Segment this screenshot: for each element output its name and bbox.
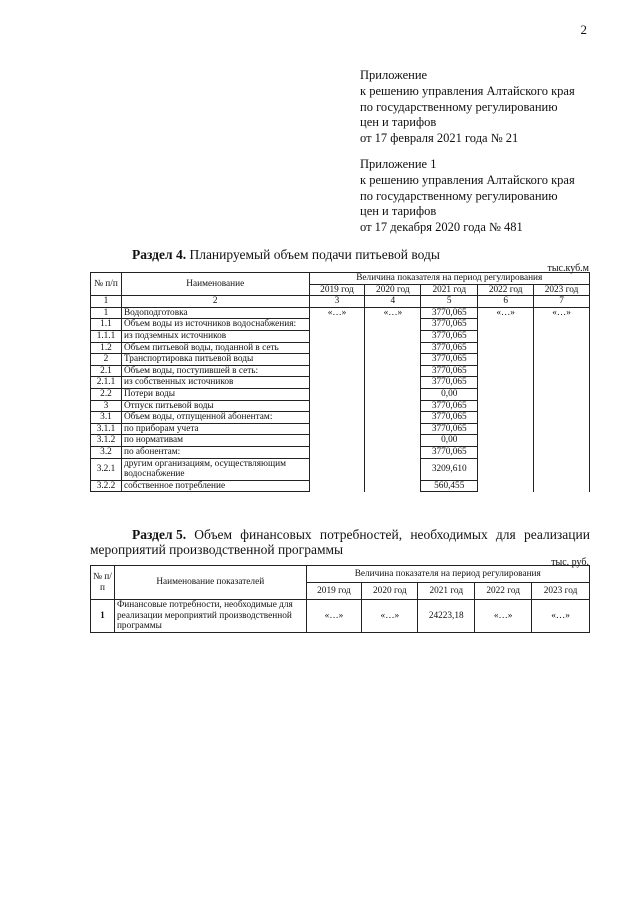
row-value-2019	[309, 412, 365, 424]
header-num: № п/ п	[91, 566, 115, 600]
row-value-2020	[365, 446, 421, 458]
table-row	[91, 423, 590, 435]
section4-title-bold: Раздел 4.	[132, 247, 187, 262]
header-year: 2022 год	[478, 284, 534, 296]
section5-title-word: реализации	[523, 527, 590, 542]
row-value-2020	[365, 330, 421, 342]
row-name: Объем воды, отпущенной абонентам:	[121, 412, 309, 424]
row-value-2022	[478, 354, 534, 366]
row-value-2022	[478, 342, 534, 354]
header-colnum: 6	[478, 296, 534, 308]
row-value-2021: 3770,065	[421, 423, 478, 435]
row-num: 1	[91, 600, 115, 633]
row-num: 2	[91, 354, 122, 366]
row-value-2019	[309, 458, 365, 480]
row-value-2022	[478, 400, 534, 412]
row-value-2021: 3209,610	[421, 458, 478, 480]
row-value-2020	[365, 423, 421, 435]
row-value-2021: 3770,065	[421, 365, 478, 377]
row-num: 3	[91, 400, 122, 412]
row-value: 24223,18	[418, 600, 475, 633]
table-row	[91, 342, 590, 354]
header-year: 2021 год	[421, 284, 478, 296]
row-value-2019	[309, 330, 365, 342]
row-name: Объем воды из источников водоснабжения:	[121, 319, 309, 331]
header-year: 2020 год	[365, 284, 421, 296]
section5-unit: тыс. руб.	[551, 557, 589, 568]
table-row	[91, 388, 590, 400]
row-value-2019	[309, 423, 365, 435]
row-value-2020	[365, 435, 421, 447]
row-name: по приборам учета	[121, 423, 309, 435]
header-num: № п/п	[91, 273, 122, 296]
row-num: 3.1.1	[91, 423, 122, 435]
row-value-2022	[478, 377, 534, 389]
row-value-2021: 3770,065	[421, 377, 478, 389]
row-num: 2.1.1	[91, 377, 122, 389]
header-colnum: 7	[534, 296, 590, 308]
section4-title	[132, 247, 440, 263]
appendix-line: Приложение 1	[360, 157, 437, 171]
row-value-2019	[309, 480, 365, 492]
row-value-2023	[534, 423, 590, 435]
appendix-line: по государственному регулированию	[360, 99, 558, 114]
row-name: по абонентам:	[121, 446, 309, 458]
row-value-2021: 3770,065	[421, 342, 478, 354]
row-value-2023	[534, 377, 590, 389]
section5-title-word: необходимых	[410, 527, 488, 542]
row-value-2022	[478, 480, 534, 492]
row-value-2020	[365, 458, 421, 480]
section5-table	[90, 565, 590, 633]
row-value-2023	[534, 400, 590, 412]
header-year: 2020 год	[362, 583, 418, 600]
row-name: из подземных источников	[121, 330, 309, 342]
row-value-2021: 3770,065	[421, 330, 478, 342]
row-value-2019	[309, 400, 365, 412]
header-year: 2023 год	[534, 284, 590, 296]
section5-title-word: потребностей,	[319, 527, 403, 542]
row-num: 1.2	[91, 342, 122, 354]
row-value-2021: 560,455	[421, 480, 478, 492]
row-name: Финансовые потребности, необходимые для реализации мероприятий производственной программы	[114, 600, 306, 633]
row-value-2020	[365, 388, 421, 400]
header-period: Величина показателя на период регулирования	[306, 566, 589, 583]
table-row	[91, 400, 590, 412]
row-value: «…»	[532, 600, 590, 633]
row-value-2019: «…»	[309, 307, 365, 319]
header-colnum: 5	[421, 296, 478, 308]
row-value-2019	[309, 388, 365, 400]
row-value-2019	[309, 446, 365, 458]
header-year: 2022 год	[475, 583, 532, 600]
row-value-2023	[534, 435, 590, 447]
row-num: 3.2	[91, 446, 122, 458]
table-row	[91, 354, 590, 366]
table-row	[91, 480, 590, 492]
header-year: 2019 год	[309, 284, 365, 296]
header-year: 2023 год	[532, 583, 590, 600]
table-row	[91, 319, 590, 331]
row-value-2020	[365, 412, 421, 424]
row-value-2021: 3770,065	[421, 319, 478, 331]
table-row	[91, 365, 590, 377]
row-value: «…»	[362, 600, 418, 633]
header-year: 2021 год	[418, 583, 475, 600]
section4-title-text: Планируемый объем подачи питьевой воды	[186, 247, 440, 262]
page-number: 2	[580, 22, 587, 37]
row-value-2019	[309, 365, 365, 377]
row-value-2021: 3770,065	[421, 354, 478, 366]
header-colnum: 2	[121, 296, 309, 308]
row-value-2023	[534, 319, 590, 331]
row-value-2023	[534, 330, 590, 342]
row-value-2023	[534, 458, 590, 480]
row-num: 1	[91, 307, 122, 319]
section4-unit: тыс.куб.м	[547, 263, 589, 274]
row-num: 1.1	[91, 319, 122, 331]
row-value-2022	[478, 423, 534, 435]
row-value-2020	[365, 377, 421, 389]
appendix-header-1	[360, 68, 575, 147]
section5-title-line2: мероприятий производственной программы	[90, 542, 344, 557]
row-name: Транспортировка питьевой воды	[121, 354, 309, 366]
row-value: «…»	[475, 600, 532, 633]
row-value-2021: 3770,065	[421, 412, 478, 424]
section4-table	[90, 272, 590, 492]
table-row	[91, 377, 590, 389]
row-value-2022	[478, 458, 534, 480]
section5-title-bold: Раздел 5.	[132, 527, 187, 542]
row-num: 2.1	[91, 365, 122, 377]
row-value-2023	[534, 412, 590, 424]
appendix-line: к решению управления Алтайского края	[360, 172, 575, 187]
row-num: 3.2.1	[91, 458, 122, 480]
row-value-2021: 0,00	[421, 388, 478, 400]
row-name: Отпуск питьевой воды	[121, 400, 309, 412]
header-colnum: 4	[365, 296, 421, 308]
header-name: Наименование показателей	[114, 566, 306, 600]
row-value-2023	[534, 354, 590, 366]
section5-title-line1	[90, 527, 590, 542]
row-value-2021: 3770,065	[421, 400, 478, 412]
row-num: 3.1	[91, 412, 122, 424]
section5-title-word: финансовых	[240, 527, 312, 542]
row-num: 1.1.1	[91, 330, 122, 342]
row-value-2023	[534, 388, 590, 400]
table-row	[91, 435, 590, 447]
row-value-2022	[478, 435, 534, 447]
table-row	[91, 330, 590, 342]
appendix-line: цен и тарифов	[360, 204, 437, 219]
row-value-2023	[534, 365, 590, 377]
appendix-header-2	[360, 157, 575, 236]
appendix-line: Приложение	[360, 68, 428, 82]
header-year: 2019 год	[306, 583, 362, 600]
row-name: Объем воды, поступившей в сеть:	[121, 365, 309, 377]
header-colnum: 1	[91, 296, 122, 308]
section5-title-word: для	[495, 527, 516, 542]
row-value-2022	[478, 446, 534, 458]
appendix-line: от 17 февраля 2021 года № 21	[360, 131, 519, 146]
row-value-2020	[365, 319, 421, 331]
row-value-2022	[478, 365, 534, 377]
appendix-line: по государственному регулированию	[360, 188, 558, 203]
row-value-2020	[365, 480, 421, 492]
row-value-2020	[365, 365, 421, 377]
row-name: Объем питьевой воды, поданной в сеть	[121, 342, 309, 354]
table-row	[91, 307, 590, 319]
row-value-2019	[309, 319, 365, 331]
row-value-2023	[534, 480, 590, 492]
appendix-line: от 17 декабря 2020 года № 481	[360, 220, 523, 235]
row-value-2022	[478, 412, 534, 424]
row-value-2020	[365, 400, 421, 412]
row-name: Потери воды	[121, 388, 309, 400]
header-name: Наименование	[121, 273, 309, 296]
row-value-2022	[478, 319, 534, 331]
row-value-2020	[365, 354, 421, 366]
row-value-2022	[478, 388, 534, 400]
section5-title-word: Объем	[194, 527, 233, 542]
row-name: из собственных источников	[121, 377, 309, 389]
table-row	[91, 600, 590, 633]
header-colnum: 3	[309, 296, 365, 308]
row-num: 3.2.2	[91, 480, 122, 492]
row-name: по нормативам	[121, 435, 309, 447]
appendix-line: цен и тарифов	[360, 115, 437, 130]
table-row	[91, 458, 590, 480]
row-value-2019	[309, 435, 365, 447]
row-value-2021: 3770,065	[421, 446, 478, 458]
row-value-2022	[478, 330, 534, 342]
row-value-2020: «…»	[365, 307, 421, 319]
row-value-2023	[534, 446, 590, 458]
row-value-2023	[534, 342, 590, 354]
row-num: 3.1.2	[91, 435, 122, 447]
header-period: Величина показателя на период регулирования	[309, 273, 589, 285]
row-num: 2.2	[91, 388, 122, 400]
row-value-2019	[309, 342, 365, 354]
row-value-2023: «…»	[534, 307, 590, 319]
row-value-2019	[309, 354, 365, 366]
row-value: «…»	[306, 600, 362, 633]
row-name: другим организациям, осуществляющим водоснабжение	[121, 458, 309, 480]
row-value-2019	[309, 377, 365, 389]
row-name: собственное потребление	[121, 480, 309, 492]
table-row	[91, 446, 590, 458]
row-value-2021: 3770,065	[421, 307, 478, 319]
section4-table-body	[91, 307, 590, 492]
row-value-2022: «…»	[478, 307, 534, 319]
row-name: Водоподготовка	[121, 307, 309, 319]
row-value-2021: 0,00	[421, 435, 478, 447]
section5-title	[90, 527, 590, 557]
row-value-2020	[365, 342, 421, 354]
table-row	[91, 412, 590, 424]
appendix-line: к решению управления Алтайского края	[360, 83, 575, 98]
